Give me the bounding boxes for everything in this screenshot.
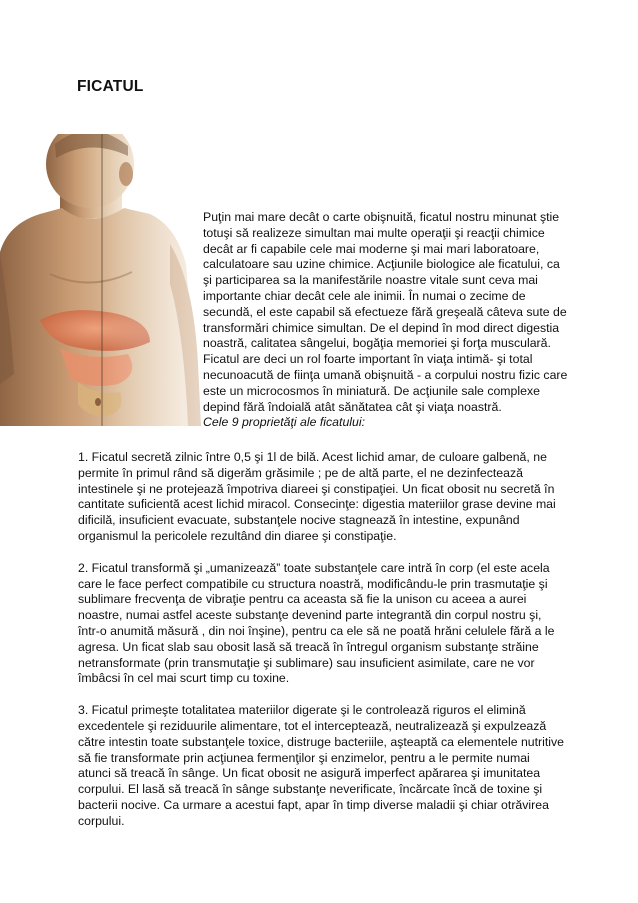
property-paragraph-1: 1. Ficatul secretă zilnic între 0,5 şi 1l de bilă. Acest lichid amar, de culoare galbenă, ne permite în primul rând să digerăm grăsimile ; pe de altă parte, el ne dezinfectează intestinele şi ne protejează împotriva diareei şi constipaţiei. Un ficat obosit nu secretă în cantitate suficientă acest lichid miracol. Consecinţe: digestia materiilor grase devine mai dificilă, insuficient evacuate, substanţele nocive stagnează în intestine, expunând organismul la pericolele rezultând din diaree şi constipaţie. (78, 450, 556, 543)
intro-paragraph: Puţin mai mare decât o carte obişnuită, ficatul nostru minunat ştie totuşi să realizeze simultan mai multe operaţii şi reacţii chimice decât ar fi capabile cele mai moderne şi mai mari laboratoare, calculatoare sau uzine chimice. Acţiunile biologice ale ficatului, ca şi participarea sa la manifestările noastre vitale sunt ceva mai importante chiar decât cele ale inimii. În numai o zecime de secundă, el este capabil să efectueze fără greşeală câteva sute de transformări chimice simultan. De el depind în mod direct digestia noastră, calitatea sângelui, bogăţia memoriei şi forţa musculară. Ficatul are deci un rol foarte important în viaţa intimă- şi total necunoacută de fiinţa umană obişnuită - a corpului nostru fizic care este un microcosmos în miniatură. De acţiunile sale complexe depind fără îndoială atât sănătatea cât şi viaţa noastră. (203, 210, 568, 414)
property-paragraph-2: 2. Ficatul transformă şi „umanizează” toate substanţele care intră în corp (el este acela care le face perfect compatibile cu structura noastră, modificându-le prin trasmutaţie şi sublimare frecvenţa de vibraţie pentru ca aceasta să fie la unison cu aceea a aurei noastre, numai astfel aceste substanţe devenind parte integrantă din corpul nostru şi, într-o anumită măsură , din noi înşine), pentru ca ele să ne poată hrăni celulele fără a le agresa. Un ficat slab sau obosit lasă să treacă în întregul organism substanţe străine netransformate (prin transmutaţie şi sublimare) sau insuficient asimilate, care ne vor îmbâcsi în cel mai scurt timp cu toxine. (78, 560, 555, 686)
properties-list (78, 450, 564, 846)
properties-subheading: Cele 9 proprietăţi ale ficatului: (203, 415, 365, 429)
page-title: FICATUL (77, 78, 144, 95)
property-paragraph-3: 3. Ficatul primeşte totalitatea materiilor digerate şi le controlează riguros el elimină excedentele şi reziduurile alimentare, tot el interceptează, neutralizează şi expulzează către intestin toate substanţele toxice, distruge bacteriile, aşteaptă ca elementele nutritive să fie transformate prin acţiunea fermenţilor şi enzimelor, pentru a le permite numai atunci să treacă în sânge. Un ficat obosit ne asigură imperfect apărarea şi imunitatea corpului. El lasă să treacă în sânge substanţe neverificate, încărcate încă de toxine şi bacterii nocive. Ca urmare a acestui fapt, apar în timp diverse maladii şi chiar otrăvirea corpului. (78, 703, 565, 828)
torso-liver-illustration (0, 134, 201, 426)
human-torso-liver-illustration-icon (0, 134, 201, 426)
